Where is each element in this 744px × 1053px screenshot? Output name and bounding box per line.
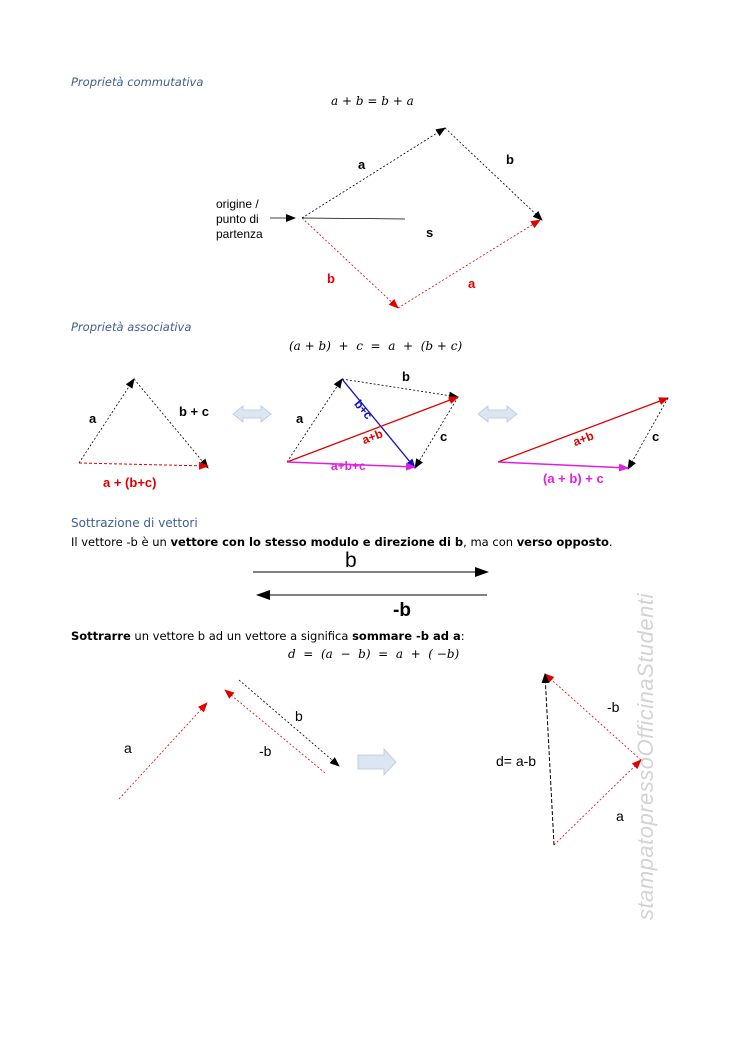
fig3-label-c: c xyxy=(652,429,660,444)
fig1-label-a: a xyxy=(89,411,97,426)
left-label-a: a xyxy=(124,740,132,756)
label-arrow-b: b xyxy=(345,549,357,572)
watermark: stampatopressoOfficinaStudenti xyxy=(633,593,658,920)
right-arrow xyxy=(358,749,396,775)
opposite-vectors xyxy=(253,572,488,595)
right-label-d: d= a-b xyxy=(496,753,537,769)
label-arrow-minus-b: -b xyxy=(393,600,411,621)
label-a-bottom: a xyxy=(468,276,476,291)
label-b-top: b xyxy=(506,152,514,167)
fig2-label-c: c xyxy=(440,429,448,444)
fig2-label-ab: a+b xyxy=(360,426,385,448)
left-label-b: b xyxy=(295,708,303,724)
vector-b-bottom xyxy=(302,218,398,308)
fig2-label-bc: b+c xyxy=(351,397,376,423)
fig2-label-b: b xyxy=(402,369,410,384)
right-label-minus-b: -b xyxy=(607,699,620,715)
double-arrow-2 xyxy=(478,406,517,422)
fig1-label-bc: b + c xyxy=(179,404,209,419)
label-a-top: a xyxy=(358,157,366,172)
left-label-minus-b: -b xyxy=(259,743,272,759)
subtraction-right-fig xyxy=(545,674,641,845)
label-b-bottom: b xyxy=(327,271,335,286)
vector-b-right xyxy=(445,128,542,220)
vector-a-bottom xyxy=(398,220,540,308)
double-arrow-1 xyxy=(233,406,271,422)
fig2-label-abc: a+b+c xyxy=(331,459,366,473)
label-s: s xyxy=(426,225,434,240)
fig2-label-a: a xyxy=(296,411,304,426)
vector-s xyxy=(302,218,405,219)
fig3-label-result: (a + b) + c xyxy=(543,471,604,486)
fig3-label-ab: a+b xyxy=(571,428,596,450)
vector-a-top xyxy=(302,128,445,218)
formula-subtraction: d = (a − b) = a + ( −b) xyxy=(288,647,460,661)
heading-subtraction: Sottrazione di vettori xyxy=(71,516,198,530)
associative-fig2 xyxy=(287,379,458,468)
heading-associative: Proprietà associativa xyxy=(71,320,192,334)
associative-fig1 xyxy=(79,379,208,468)
label-origin: origine / punto di partenza xyxy=(216,197,263,241)
formula-commutative: a + b = b + a xyxy=(331,94,414,108)
subtraction-sentence: Il vettore -b è un vettore con lo stesso modulo e direzione di b, ma con verso opposto. xyxy=(71,535,613,549)
commutative-diagram xyxy=(270,128,542,308)
subtraction-left-fig xyxy=(119,680,339,799)
right-label-a: a xyxy=(616,808,624,824)
formula-associative: (a + b) + c = a + (b + c) xyxy=(289,339,463,353)
fig1-label-result: a + (b+c) xyxy=(103,475,157,490)
heading-commutative: Proprietà commutativa xyxy=(71,75,204,89)
subtraction-sentence-2: Sottrarre un vettore b ad un vettore a significa sommare -b ad a: xyxy=(71,629,465,643)
